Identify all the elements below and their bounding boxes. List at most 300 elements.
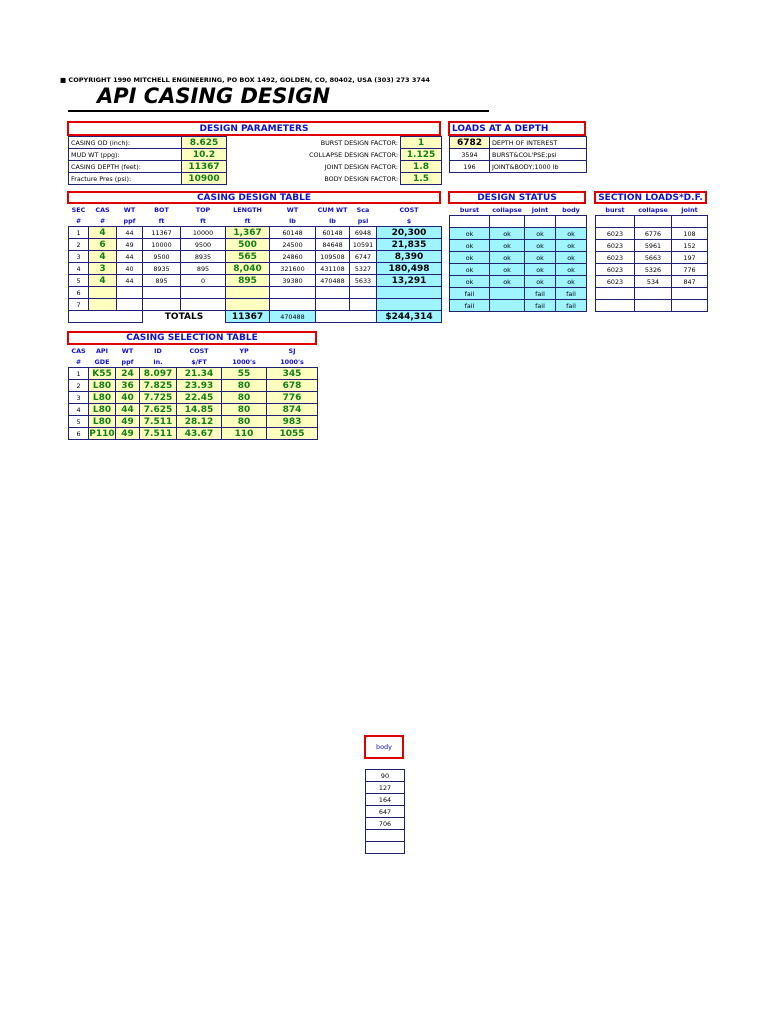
design-status-row [450,252,587,264]
body-loads-title: body [364,735,404,759]
table-cell [377,287,442,299]
factor-value: 1.5 [401,173,442,185]
body-load-row [366,830,405,842]
parameter-value: 10900 [182,173,227,185]
table-cell: 345 [267,368,318,380]
page-title: API CASING DESIGN [97,84,331,108]
parameter-label: MUD WT (ppg): [69,149,182,161]
loads-row [450,149,587,161]
casing-selection-header [69,345,318,356]
column-header: CAS [95,205,110,214]
casing-selection-row [69,392,318,404]
column-header: ID [154,346,162,355]
table-cell [525,216,556,228]
loads-at-depth-table [449,136,587,173]
table-cell: 776 [672,264,708,276]
column-subheader: ft [244,216,251,225]
table-cell: 44 [117,227,143,239]
table-cell [596,300,635,312]
casing-design-row [69,227,442,239]
table-cell: 5 [69,416,89,428]
table-cell: 40 [116,392,140,404]
table-cell: 500 [226,239,270,251]
table-cell: P110 [89,428,115,439]
factor-value: 1.125 [401,149,442,161]
copyright-mark-icon: ■ [60,76,67,84]
table-cell [316,311,377,323]
table-cell: 21,835 [377,239,442,251]
casing-design-row [69,263,442,275]
table-cell: 895 [181,263,226,275]
table-cell: 7.511 [140,416,177,428]
table-cell [89,287,117,299]
load-value: 3594 [450,149,490,161]
load-label: JOINT&BODY;1000 lb [490,161,587,173]
table-cell: 0 [181,275,226,287]
column-header: joint [531,205,549,214]
status-cell: ok [490,228,525,240]
table-cell: 80 [222,404,267,416]
status-cell: ok [525,276,556,288]
table-cell: 776 [267,392,318,404]
body-load-cell: 127 [366,782,405,794]
table-cell: 6023 [596,252,635,264]
body-load-cell [366,830,405,842]
design-status-header [450,204,587,216]
table-cell: 4 [89,227,117,239]
factor-label: JOINT DESIGN FACTOR: [324,162,398,171]
status-cell: ok [450,228,490,240]
casing-design-table [68,204,442,323]
table-cell: 28.12 [177,416,222,428]
table-cell: 6023 [596,276,635,288]
table-cell: 8,390 [377,251,442,263]
table-cell: L80 [89,392,116,404]
table-cell [635,288,672,300]
table-cell: 49 [117,239,143,251]
status-cell: ok [490,252,525,264]
column-header: API [95,346,108,355]
design-parameters-table [68,136,442,185]
status-cell: ok [556,276,587,288]
column-header: YP [239,346,249,355]
table-cell: 24500 [270,239,316,251]
status-cell: ok [490,276,525,288]
table-cell: 2 [69,380,89,392]
body-load-cell: 90 [366,770,405,782]
table-cell: 3 [89,263,117,275]
status-cell: ok [450,252,490,264]
factor-label: BURST DESIGN FACTOR: [320,138,398,147]
table-cell: 8935 [143,263,181,275]
table-cell: 109508 [316,251,350,263]
casing-selection-row [69,404,318,416]
parameter-label: CASING DEPTH (feet): [69,161,182,173]
column-header: joint [681,205,698,214]
table-cell [350,287,377,299]
table-cell: 6 [69,287,89,299]
column-header: WT [286,205,299,214]
body-load-row [366,794,405,806]
table-cell: 6 [69,428,89,440]
status-cell: ok [525,264,556,276]
table-cell: 22.45 [177,392,222,404]
status-cell: ok [450,264,490,276]
design-status-row [450,264,587,276]
table-cell: 847 [672,276,708,288]
table-cell: 9500 [181,239,226,251]
column-header: WT [123,205,136,214]
design-parameter-row [69,173,442,185]
parameter-value: 10.2 [182,149,227,161]
status-cell: ok [525,228,556,240]
status-cell: ok [450,276,490,288]
table-cell: 1055 [267,428,318,440]
table-cell: 5663 [635,252,672,264]
status-cell: ok [556,264,587,276]
body-load-row [366,842,405,854]
factor-value: 1.8 [401,161,442,173]
table-cell: 108 [672,228,708,240]
table-cell: 24 [116,368,140,380]
column-subheader: # [75,357,82,366]
section-loads-header [596,204,708,216]
column-header: BOT [154,205,169,214]
column-header: body [562,205,580,214]
table-cell: L80 [89,404,116,416]
body-load-cell: 647 [366,806,405,818]
table-cell [490,216,525,228]
status-cell: ok [490,264,525,276]
load-label: BURST&COL'PSE;psi [490,149,587,161]
table-cell: 895 [143,275,181,287]
table-cell: 565 [226,251,270,263]
parameter-value: 8.625 [182,137,227,149]
column-header: COST [189,346,209,355]
table-cell: 7.725 [140,392,177,404]
loads-at-depth-title: LOADS AT A DEPTH [448,121,586,136]
table-cell: 3 [69,251,89,263]
status-cell [490,300,525,312]
status-cell: ok [556,252,587,264]
copyright-text: COPYRIGHT 1990 MITCHELL ENGINEERING, PO BOX 1492, GOLDEN, CO, 80402, USA (303) 273 3744 [68,76,430,84]
column-subheader: $ [406,216,412,225]
table-cell: L80 [89,416,116,428]
table-cell: 534 [635,276,672,288]
table-cell: 23.93 [177,380,222,392]
table-cell [226,299,270,311]
casing-selection-table-title: CASING SELECTION TABLE [67,331,317,345]
table-cell: 21.34 [177,368,222,380]
column-subheader: ppf [123,216,136,225]
table-cell: 6023 [596,228,635,240]
status-cell: ok [450,240,490,252]
section-loads-row [596,264,708,276]
table-cell: 80 [222,380,267,392]
section-loads-row [596,276,708,288]
body-load-cell [366,842,405,854]
loads-row [450,137,587,149]
casing-design-row [69,275,442,287]
status-cell: fail [525,300,556,312]
table-cell [181,299,226,311]
column-subheader: lb [289,216,296,225]
column-subheader: ppf [121,357,134,366]
status-cell: ok [556,240,587,252]
design-status-row [450,276,587,288]
column-subheader: # [75,216,82,225]
column-header: CAS [71,346,86,355]
table-cell: 4 [69,263,89,275]
parameter-label: Fracture Pres (psi): [69,173,182,185]
table-cell: 321600 [270,263,316,275]
table-cell: 80 [222,416,267,428]
status-cell: fail [556,300,587,312]
table-cell: 7.825 [140,380,177,392]
table-cell: 4 [89,251,117,263]
section-loads-row [596,300,708,312]
column-header: SJ [288,346,296,355]
table-cell: 24860 [270,251,316,263]
table-cell: 44 [117,251,143,263]
table-cell: 678 [267,380,318,392]
status-cell: ok [525,240,556,252]
design-parameter-row [69,161,442,173]
table-cell: 6023 [596,264,635,276]
status-cell: fail [450,288,490,300]
table-cell: 11367 [143,227,181,239]
table-cell [672,300,708,312]
table-cell: 431108 [316,263,350,275]
copyright-notice [60,76,430,84]
table-cell: 60148 [316,227,350,239]
design-status-title: DESIGN STATUS [448,191,586,204]
totals-weight: 470488 [270,311,316,323]
casing-selection-header [69,356,318,368]
load-value: 196 [450,161,490,173]
table-cell: 6948 [350,227,377,239]
column-subheader: lb [329,216,336,225]
table-cell: 55 [222,368,267,380]
status-cell: ok [525,252,556,264]
status-cell: ok [556,228,587,240]
column-subheader: ft [200,216,206,225]
table-cell [270,299,316,311]
title-underline [68,110,489,112]
column-header: COST [399,205,419,214]
casing-selection-row [69,416,318,428]
table-cell: 20,300 [377,227,442,239]
column-subheader: ft [158,216,165,225]
casing-design-totals-row [69,311,442,323]
table-cell [143,287,181,299]
table-cell: 44 [117,275,143,287]
factor-value: 1 [401,137,442,149]
totals-cost: $244,314 [377,311,442,323]
table-cell: 1 [69,227,89,239]
table-cell: 5961 [635,240,672,252]
design-status-row [450,300,587,312]
table-cell: 874 [267,404,318,416]
table-cell: 895 [226,275,270,287]
table-cell: 49 [116,416,140,428]
column-header: collapse [492,205,522,214]
design-status-table [449,204,587,312]
table-cell: 3 [69,392,89,404]
design-parameters-title: DESIGN PARAMETERS [67,121,441,136]
section-loads-table [595,204,708,312]
column-header: TOP [195,205,211,214]
table-cell: 10000 [143,239,181,251]
table-cell: K55 [89,368,116,380]
design-parameter-row [69,149,442,161]
table-cell: 6023 [596,240,635,252]
section-loads-row [596,252,708,264]
table-cell: 60148 [270,227,316,239]
table-cell [450,216,490,228]
table-cell: 6747 [350,251,377,263]
table-cell: 5 [69,275,89,287]
table-cell: 1,367 [226,227,270,239]
body-load-row [366,770,405,782]
column-header: WT [121,346,134,355]
table-cell [635,216,672,228]
table-cell [316,299,350,311]
table-cell [117,299,143,311]
table-cell [143,299,181,311]
column-header: collapse [638,205,668,214]
table-cell: 8,040 [226,263,270,275]
casing-design-row [69,287,442,299]
column-subheader: $/FT [191,357,207,366]
table-cell [89,299,117,311]
table-cell: 8935 [181,251,226,263]
design-status-row [450,228,587,240]
table-cell [316,287,350,299]
column-subheader: # [99,216,106,225]
table-cell [596,216,635,228]
table-cell: 14.85 [177,404,222,416]
column-header: burst [605,205,625,214]
table-cell [377,299,442,311]
table-cell: 2 [69,239,89,251]
table-cell: 44 [116,404,140,416]
column-header: SEC [71,205,86,214]
table-cell: 84648 [316,239,350,251]
table-cell: 6 [89,239,117,251]
table-cell: 13,291 [377,275,442,287]
table-cell [270,287,316,299]
table-cell: 10591 [350,239,377,251]
parameter-label: CASING OD (inch): [69,137,182,149]
table-cell: 1 [69,368,89,380]
body-load-cell: 706 [366,818,405,830]
design-status-row [450,288,587,300]
table-cell: 36 [116,380,140,392]
design-status-row [450,240,587,252]
table-cell [672,288,708,300]
casing-design-header [69,215,442,227]
factor-label: COLLAPSE DESIGN FACTOR: [309,150,398,159]
table-cell [69,311,143,323]
table-cell: L80 [89,380,116,392]
body-load-row [366,806,405,818]
loads-row [450,161,587,173]
load-value: 6782 [450,137,490,149]
column-subheader: 1000's [280,357,304,366]
table-cell [556,216,587,228]
load-label: DEPTH OF INTEREST [490,137,587,149]
casing-design-row [69,299,442,311]
table-cell: 7 [69,299,89,311]
status-cell: fail [450,300,490,312]
table-cell: 5327 [350,263,377,275]
table-cell: 7.511 [140,428,177,440]
table-cell: 152 [672,240,708,252]
table-cell [635,300,672,312]
table-cell [181,287,226,299]
table-cell: 43.67 [177,428,222,440]
casing-design-header [69,204,442,215]
table-cell: 9500 [143,251,181,263]
table-cell: 39380 [270,275,316,287]
table-cell: 4 [89,275,117,287]
column-subheader: 1000's [232,357,256,366]
column-header: CUM WT [317,205,348,214]
table-cell: 180,498 [377,263,442,275]
table-cell: 10000 [181,227,226,239]
status-cell: fail [556,288,587,300]
casing-selection-row [69,368,318,380]
casing-design-row [69,251,442,263]
section-loads-row [596,228,708,240]
section-loads-row [596,288,708,300]
table-cell: 5326 [635,264,672,276]
totals-length: 11367 [226,311,270,323]
factor-label: BODY DESIGN FACTOR: [324,174,398,183]
table-cell: 49 [116,428,140,440]
table-cell: 5633 [350,275,377,287]
column-header: burst [459,205,480,214]
status-cell: fail [525,288,556,300]
casing-design-table-title: CASING DESIGN TABLE [67,191,441,204]
table-cell [350,299,377,311]
design-parameter-row [69,137,442,149]
casing-selection-row [69,380,318,392]
table-cell: 110 [222,428,267,440]
parameter-value: 11367 [182,161,227,173]
table-cell [117,287,143,299]
table-cell: 80 [222,392,267,404]
body-loads-table [365,769,405,854]
column-subheader: in. [153,357,163,366]
spacer-row [450,216,587,228]
column-subheader: psi [357,216,369,225]
status-cell [490,288,525,300]
body-load-cell: 164 [366,794,405,806]
table-cell: 4 [69,404,89,416]
column-header: Sca [356,205,370,214]
body-load-row [366,782,405,794]
column-subheader: GDE [94,357,110,366]
casing-selection-row [69,428,318,440]
table-cell: 983 [267,416,318,428]
table-cell: 6776 [635,228,672,240]
body-load-row [366,818,405,830]
section-loads-title: SECTION LOADS*D.F. [594,191,707,204]
table-cell [226,287,270,299]
table-cell: 40 [117,263,143,275]
